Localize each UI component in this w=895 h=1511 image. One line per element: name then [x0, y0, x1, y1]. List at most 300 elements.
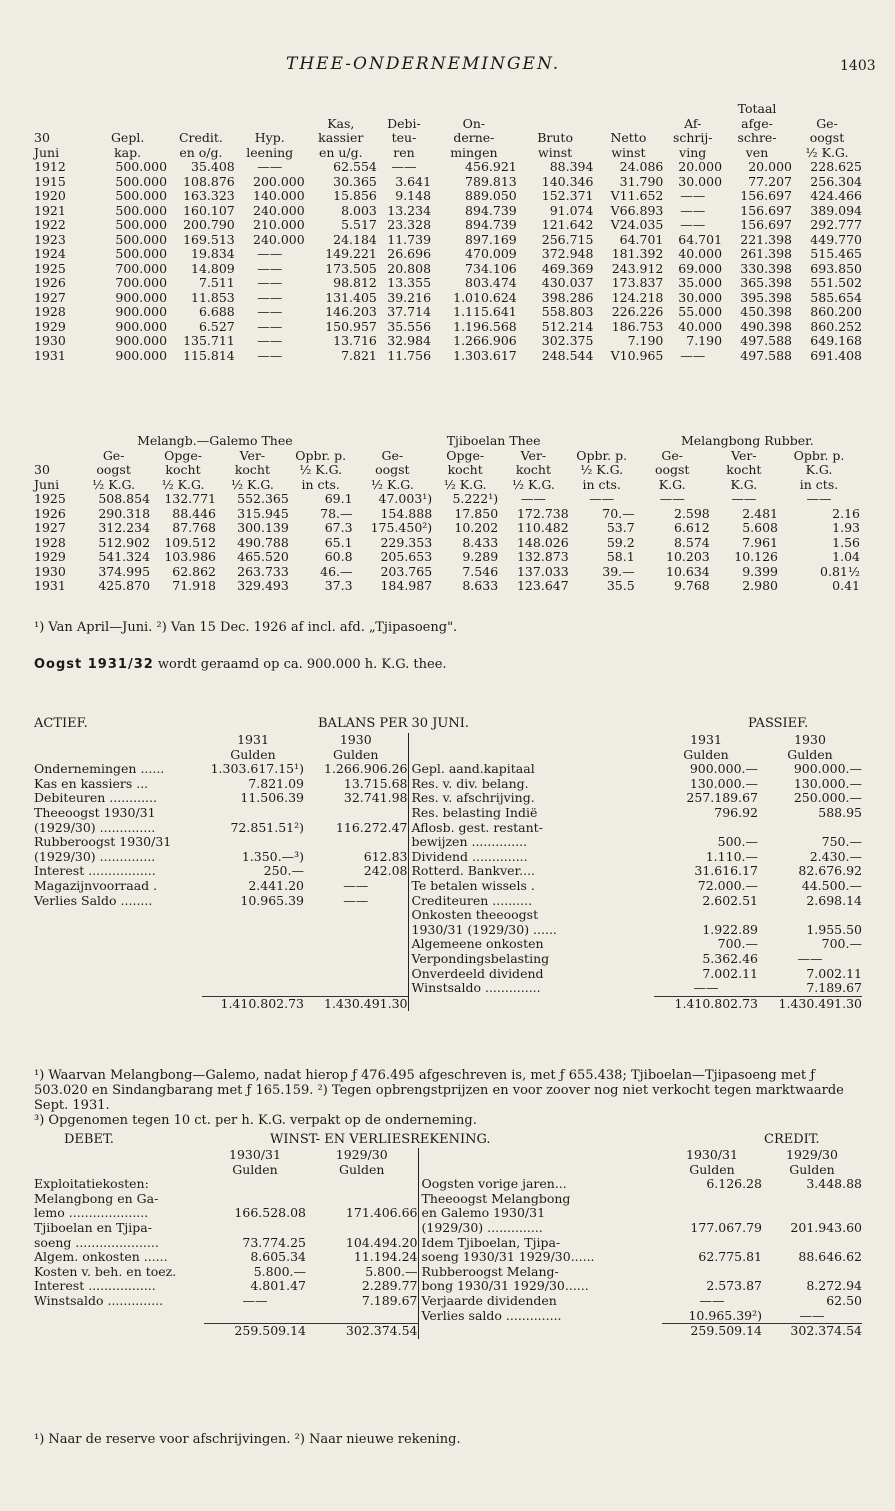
results-cell: 500.000 [115, 231, 168, 247]
balans-cell: 1.350.—³) [241, 848, 304, 864]
results-cell: 6.688 [198, 304, 235, 319]
harvest-cell: 312.234 [98, 520, 151, 535]
results-cell: —— [391, 159, 417, 174]
harvest-cell: 103.986 [164, 549, 217, 564]
harvest-cell: 123.647 [516, 578, 569, 593]
balans-row [34, 806, 862, 821]
wv-year-cell: Gulden [789, 1161, 835, 1177]
balans-cell [34, 937, 202, 952]
harvest-cell: 184.987 [380, 578, 433, 593]
results-cell: 69.000 [678, 260, 723, 276]
results-header-cell: en u/g. [318, 144, 363, 160]
results-cell: 1927 [34, 289, 66, 305]
results-header-cell: 30 [34, 130, 50, 145]
balans-row [34, 762, 862, 777]
results-row [34, 189, 862, 204]
results-cell: 261.398 [740, 246, 792, 261]
harvest-cell: 59.2 [606, 534, 635, 550]
wv-cell: 166.528.08 [234, 1205, 306, 1221]
results-header-cell [88, 117, 167, 132]
results-row [34, 247, 862, 262]
balans-cell [304, 967, 408, 982]
balans-row [34, 894, 862, 909]
harvest-cell: —— [520, 491, 546, 506]
results-cell: 1.196.568 [453, 318, 517, 334]
wv-cell: Rubberoogst Melang- [418, 1265, 662, 1280]
wv-cell [204, 1192, 306, 1207]
results-cell: —— [680, 202, 706, 218]
results-cell: —— [257, 304, 283, 319]
balans-cell [304, 908, 408, 923]
results-cell: 124.218 [611, 289, 664, 305]
results-cell: 30.365 [333, 173, 377, 189]
harvest-header-cell: Opbr. p. [576, 447, 628, 463]
balans-cell [304, 923, 408, 938]
results-header-cell [377, 102, 431, 117]
wv-cell: lemo .................... [34, 1205, 149, 1221]
balans-cell [654, 908, 758, 923]
harvest-cell: 1925 [34, 491, 66, 506]
harvest-cell: 9.768 [673, 578, 710, 593]
results-header-cell: en o/g. [179, 144, 223, 160]
results-cell: 248.544 [541, 347, 594, 363]
harvest-header-cell: in cts. [582, 476, 621, 492]
harvest-group-label: Tjiboelan Thee [446, 433, 541, 448]
balans-cell [202, 908, 304, 923]
results-cell: 24.086 [619, 159, 664, 174]
harvest-header-cell: kocht [726, 462, 762, 477]
balans-cell: 2.430.— [809, 848, 862, 864]
wv-cell: 5.800.— [253, 1263, 306, 1279]
balans-row [34, 952, 862, 967]
harvest-header-cell: Ver- [731, 447, 757, 463]
results-cell: 1930 [34, 333, 66, 348]
results-cell: 240.000 [253, 202, 305, 218]
harvest-cell: 58.1 [606, 549, 635, 564]
wv-cell [762, 1192, 862, 1207]
results-cell: 1928 [34, 304, 66, 319]
results-cell: 1.303.617 [453, 347, 517, 363]
balans-cell: Verpondingsbelasting [408, 952, 654, 967]
pl-notes [34, 1432, 862, 1447]
results-cell: 140.000 [253, 188, 305, 203]
balans-cell: 700.— [717, 936, 758, 952]
results-cell: —— [257, 289, 283, 305]
harvest-cell: 1.56 [832, 534, 860, 550]
results-cell: 500.000 [115, 246, 168, 261]
results-cell: 372.948 [541, 246, 594, 261]
results-cell: 500.000 [115, 188, 168, 203]
balans-cell: 242.08 [363, 863, 408, 879]
harvest-cell: 1926 [34, 505, 66, 521]
results-header-cell: afge- [741, 115, 773, 131]
balans-cell [202, 806, 304, 821]
harvest-cell: 39.— [602, 563, 635, 579]
results-cell: 55.000 [678, 304, 723, 319]
wv-cell [662, 1192, 762, 1207]
balans-row [34, 864, 862, 879]
balans-year-cell: 1931 [237, 732, 269, 747]
harvest-cell: 87.768 [172, 520, 217, 535]
results-cell: 1915 [34, 173, 66, 189]
harvest-cell: 46.— [320, 563, 353, 579]
harvest-cell: 132.873 [516, 549, 569, 564]
results-cell: 1.010.624 [453, 289, 517, 305]
balans-cell: Crediteuren .......... [408, 894, 654, 909]
balans-cell [304, 952, 408, 967]
results-cell: 140.346 [541, 173, 594, 189]
harvest-cell: 315.945 [237, 505, 289, 521]
balans-cell: 750.— [821, 834, 862, 850]
harvest-group-row [34, 434, 860, 449]
pl-heading [34, 1132, 862, 1148]
harvest-cell: 290.318 [98, 505, 151, 521]
balans-cell: 250.000.— [793, 790, 862, 806]
balance-right-head: PASSIEF. [748, 716, 809, 731]
wv-cell [306, 1221, 418, 1236]
wv-cell: Algem. onkosten ...... [34, 1249, 168, 1265]
harvest-cell: 0.41 [832, 578, 860, 593]
results-cell: 894.739 [465, 202, 517, 218]
balans-cell: 2.698.14 [806, 892, 862, 908]
results-header-cell: leening [246, 144, 294, 160]
results-cell: 243.912 [611, 260, 664, 276]
results-cell: 115.814 [183, 347, 235, 363]
results-cell: 900.000 [115, 347, 168, 363]
results-row [34, 276, 862, 291]
balans-cell: 13.715.68 [343, 775, 408, 791]
wv-cell: 177.067.79 [690, 1219, 762, 1235]
wv-cell: Winstsaldo .............. [34, 1292, 164, 1308]
harvest-cell: 8.433 [462, 534, 499, 550]
balans-spacer [34, 996, 202, 1011]
harvest-cell: 172.738 [516, 505, 569, 521]
harvest-cell: 88.446 [172, 505, 217, 521]
results-cell: 108.876 [183, 173, 235, 189]
balans-cell: Algemeene onkosten [408, 937, 654, 952]
results-cell: 40.000 [678, 318, 723, 334]
wv-cell: 4.801.47 [250, 1278, 306, 1294]
results-cell: 91.074 [549, 202, 594, 218]
harvest-header-cell: ½ K.G. [370, 476, 414, 492]
balance-sheet [34, 733, 862, 1011]
balans-cell: (1929/30) .............. [34, 848, 156, 864]
results-cell: 35.408 [191, 159, 235, 174]
balans-cell: 250.— [263, 863, 304, 879]
harvest-estimate [34, 657, 447, 672]
results-cell: 470.009 [465, 246, 517, 261]
wv-total-cell: 302.374.54 [762, 1324, 862, 1339]
results-cell: —— [680, 217, 706, 232]
harvest-cell: —— [731, 491, 757, 506]
wv-cell: 62.775.81 [698, 1249, 762, 1265]
wv-total-cell: 259.509.14 [662, 1324, 762, 1339]
balans-cell [202, 981, 304, 996]
balans-cell [304, 835, 408, 850]
results-cell: 490.398 [740, 318, 792, 334]
harvest-cell: 154.888 [380, 505, 433, 521]
wv-spacer [34, 1163, 204, 1178]
wv-cell: Tjiboelan en Tjipa- [34, 1219, 152, 1235]
wv-year-cell: 1929/30 [335, 1147, 388, 1162]
balans-cell: —— [797, 950, 823, 966]
results-cell: 15.856 [333, 188, 377, 203]
wv-row [34, 1279, 862, 1294]
balans-cell: (1929/30) .............. [34, 819, 156, 835]
harvest-cell: 203.765 [380, 563, 433, 579]
results-cell: —— [257, 246, 283, 261]
balans-year-row [34, 733, 862, 748]
wv-row [34, 1221, 862, 1236]
balans-cell: 257.189.67 [686, 790, 758, 806]
results-header-cell [593, 117, 663, 132]
harvest-cell: 60.8 [324, 549, 353, 564]
harvest-header-cell: kocht [234, 462, 271, 477]
results-cell: 7.821 [341, 347, 377, 363]
results-cell: 256.304 [810, 173, 862, 189]
wv-year-row [34, 1163, 862, 1178]
harvest-header-cell: Opbr. p. [295, 447, 347, 463]
results-cell: 1912 [34, 159, 66, 174]
results-cell: 31.790 [619, 173, 664, 189]
results-cell: 398.286 [541, 289, 594, 305]
results-cell: 228.625 [810, 159, 862, 174]
balans-total-row [34, 996, 862, 1011]
balans-cell: 7.821.09 [248, 775, 304, 791]
harvest-cell: 10.634 [666, 563, 710, 579]
results-cell: 64.701 [619, 231, 664, 247]
balans-cell: 72.000.— [697, 877, 758, 893]
harvest-cell: 69.1 [324, 491, 353, 506]
results-cell: 11.756 [387, 347, 432, 363]
balans-total-cell: 1.430.491.30 [304, 996, 408, 1011]
balans-year-cell: Gulden [333, 746, 379, 762]
results-cell: 1926 [34, 275, 66, 290]
harvest-cell: 9.289 [462, 549, 499, 564]
harvest-header-cell: Opge- [446, 447, 485, 463]
results-header-cell: kap. [114, 144, 142, 160]
wv-cell: Theeoogst Melangbong [418, 1192, 662, 1207]
harvest-cell: 1927 [34, 520, 66, 535]
results-header-cell: ren [393, 144, 415, 160]
results-header-cell: Netto [610, 130, 647, 145]
wv-cell: Verlies saldo .............. [418, 1309, 662, 1324]
harvest-cell: 1929 [34, 549, 66, 564]
results-cell: —— [257, 260, 283, 276]
results-cell: 7.190 [686, 333, 723, 348]
balans-cell: 900.000.— [793, 761, 862, 777]
harvest-cell: 263.733 [237, 563, 289, 579]
harvest-cell: 508.854 [98, 491, 151, 506]
balans-cell [304, 806, 408, 821]
harvest-cell: 0.81½ [820, 563, 860, 579]
wv-cell: 11.194.24 [353, 1249, 418, 1265]
balans-cell: Res. v. div. belang. [408, 777, 654, 792]
balans-cell: 1.110.— [705, 848, 758, 864]
balans-cell: Onverdeeld dividend [408, 967, 654, 982]
results-cell: —— [680, 188, 706, 203]
wv-cell: Interest ................. [34, 1278, 156, 1294]
results-cell: 32.984 [387, 333, 432, 348]
results-header-cell: ving [679, 144, 707, 160]
results-row [34, 204, 862, 219]
balans-cell [34, 981, 202, 996]
balans-cell: 612.83 [363, 848, 408, 864]
balans-row [34, 967, 862, 982]
results-row [34, 349, 862, 364]
harvest-cell: 70.— [602, 505, 635, 521]
harvest-cell: 132.771 [164, 491, 217, 506]
page-number: 1403 [840, 58, 876, 74]
wv-cell: Exploitatiekosten: [34, 1176, 149, 1192]
harvest-cell: 109.512 [164, 534, 217, 550]
balans-year-cell: Gulden [683, 746, 729, 762]
wv-row [34, 1309, 862, 1324]
harvest-cell: 1.04 [832, 549, 860, 564]
harvest-cell: 425.870 [98, 578, 151, 593]
harvest-header-row [34, 463, 860, 478]
harvest-header-cell: Ver- [520, 447, 547, 463]
pl-title: WINST- EN VERLIESREKENING. [270, 1132, 491, 1147]
results-cell: 160.107 [183, 202, 235, 218]
balans-year-row [34, 748, 862, 763]
results-cell: 8.003 [341, 202, 377, 218]
results-cell: 365.398 [740, 275, 792, 290]
balans-cell: 500.— [717, 834, 758, 850]
balance-heading [34, 716, 862, 732]
balans-cell [34, 952, 202, 967]
balans-cell: Rubberoogst 1930/31 [34, 834, 172, 850]
results-cell: 13.355 [387, 275, 432, 290]
harvest-header-cell: ½ K.G. [580, 462, 624, 477]
balans-cell: Winstsaldo .............. [408, 981, 654, 996]
wv-cell [34, 1309, 204, 1324]
balance-notes [34, 1068, 862, 1128]
harvest-cell: 5.608 [742, 520, 778, 535]
harvest-cell: 552.365 [237, 491, 289, 506]
harvest-cell: 10.203 [666, 549, 710, 564]
harvest-header-cell: in cts. [799, 476, 839, 492]
harvest-cell: 1.93 [832, 520, 860, 535]
results-header-cell: derne- [453, 130, 495, 145]
results-cell: 389.094 [810, 202, 862, 218]
balans-cell: 588.95 [818, 804, 862, 820]
wv-row [34, 1192, 862, 1207]
results-header-cell [305, 102, 377, 117]
results-cell: 40.000 [678, 246, 723, 261]
harvest-group-label: Melangbong Rubber. [680, 433, 814, 448]
results-header-cell: Hyp. [254, 130, 285, 145]
harvest-cell: 62.862 [172, 563, 217, 579]
harvest-cell: 7.961 [742, 534, 778, 550]
balans-total-cell: 1.410.802.73 [654, 996, 758, 1011]
wv-cell: 88.646.62 [798, 1249, 862, 1265]
results-cell: 13.234 [387, 202, 432, 218]
harvest-cell: 490.788 [237, 534, 289, 550]
results-header-cell [431, 102, 517, 117]
wv-cell: 7.189.67 [361, 1292, 418, 1308]
results-cell: 5.517 [341, 217, 377, 232]
balans-cell: 5.362.46 [702, 950, 758, 966]
harvest-cell: 1928 [34, 534, 66, 550]
results-cell: 292.777 [810, 217, 862, 232]
wv-cell [204, 1177, 306, 1192]
balans-cell: Res. v. afschrijving. [408, 791, 654, 806]
results-cell: 9.148 [395, 188, 432, 203]
harvest-cell: 300.139 [237, 520, 289, 535]
results-cell: —— [257, 159, 283, 174]
wv-cell: 171.406.66 [345, 1205, 418, 1221]
balans-spacer [34, 733, 202, 748]
wv-row [34, 1294, 862, 1309]
results-cell: 149.221 [325, 246, 377, 261]
harvest-header-cell: K.G. [658, 476, 686, 492]
results-header-cell: Totaal [737, 101, 777, 116]
wv-row [34, 1177, 862, 1192]
harvest-cell: 8.574 [673, 534, 710, 550]
results-cell: —— [257, 275, 283, 290]
wv-cell: 8.605.34 [250, 1249, 306, 1265]
harvest-cell: 9.399 [742, 563, 778, 579]
balans-cell: —— [343, 877, 369, 893]
results-cell: 1.266.906 [453, 333, 517, 348]
balans-cell: Te betalen wissels . [408, 879, 654, 894]
results-cell: 200.000 [253, 173, 305, 189]
wv-row [34, 1250, 862, 1265]
results-cell: V10.965 [610, 347, 664, 363]
balans-cell: 130.000.— [793, 775, 862, 791]
balance-left-head: ACTIEF. [34, 716, 88, 731]
results-cell: 37.714 [387, 304, 432, 319]
results-header-cell: Bruto [537, 130, 573, 145]
balans-cell: 7.189.67 [806, 980, 862, 996]
results-row [34, 334, 862, 349]
results-cell: —— [680, 347, 706, 363]
balans-cell: Aflosb. gest. restant- [408, 821, 654, 836]
results-header-cell: Gepl. [110, 130, 145, 145]
results-cell: 169.513 [183, 231, 235, 247]
wv-cell: 201.943.60 [790, 1219, 862, 1235]
balans-year-cell: 1930 [794, 732, 826, 747]
wv-cell [762, 1265, 862, 1280]
wv-year-cell: Gulden [339, 1161, 385, 1177]
results-cell: 173.505 [325, 260, 377, 276]
harvest-header-cell: kocht [165, 462, 201, 477]
wv-cell: 6.126.28 [706, 1176, 762, 1192]
balans-cell: 2.602.51 [702, 892, 758, 908]
harvest-cell: 71.918 [172, 578, 217, 593]
results-cell: 734.106 [465, 260, 517, 276]
results-header-cell [517, 102, 594, 117]
balans-spacer [408, 748, 654, 763]
wv-cell: Kosten v. beh. en toez. [34, 1263, 177, 1279]
wv-cell: 2.573.87 [706, 1278, 762, 1294]
results-cell: 1931 [34, 347, 66, 363]
results-cell: 181.392 [611, 246, 664, 261]
results-cell: V66.893 [610, 202, 664, 218]
balans-cell [202, 952, 304, 967]
results-header-cell: Af- [684, 115, 702, 131]
balans-cell: Ondernemingen ...... [34, 761, 165, 777]
results-cell: 900.000 [115, 289, 168, 305]
results-header-cell [167, 117, 235, 132]
harvest-cell: 2.980 [742, 578, 778, 593]
balans-row [34, 777, 862, 792]
balans-cell: 7.002.11 [806, 965, 862, 981]
harvest-header-cell: ½ K.G. [511, 476, 555, 492]
results-cell: 98.812 [333, 275, 377, 290]
results-cell: 894.739 [465, 217, 517, 232]
